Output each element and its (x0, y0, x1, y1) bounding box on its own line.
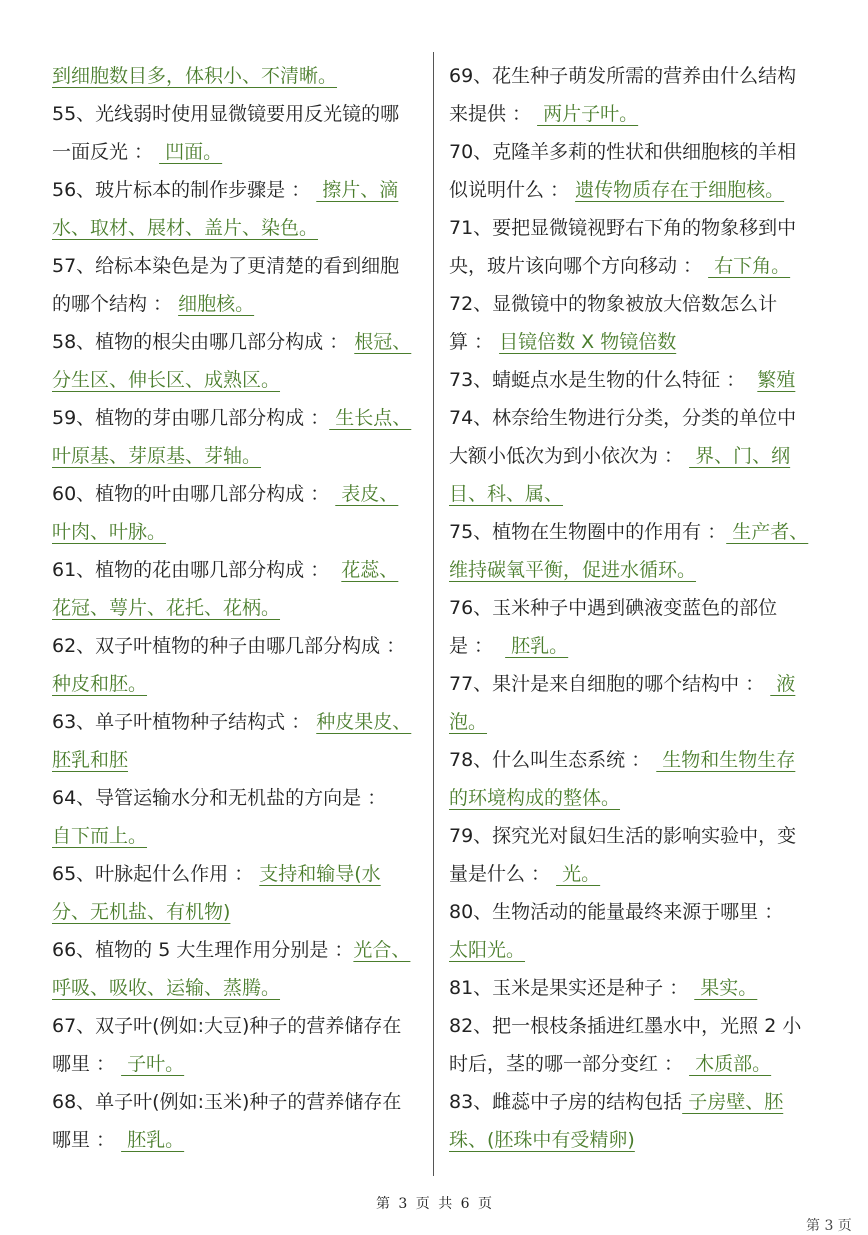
text-line (449, 627, 819, 665)
text-line (449, 703, 819, 741)
text-line (449, 931, 819, 969)
question-text: 64、导管运输水分和无机盐的方向是 ： (52, 787, 387, 809)
text-line (52, 437, 420, 475)
text-line (449, 247, 819, 285)
text-line (52, 57, 420, 95)
answer-text: 繁殖 (757, 369, 796, 391)
answer-text: 木质部。 (689, 1053, 772, 1075)
text-line (52, 399, 420, 437)
text-line (52, 817, 420, 855)
text-line (449, 285, 819, 323)
answer-text: 两片子叶。 (537, 103, 639, 125)
next-page-footer-fragment: 第 3 页 (806, 1218, 852, 1234)
right-column (449, 57, 819, 1159)
text-line (52, 209, 420, 247)
text-line (449, 399, 819, 437)
text-line (52, 323, 420, 361)
answer-text: 水、取材、展材、盖片、染色。 (52, 217, 319, 239)
answer-text: 遗传物质存在于细胞核。 (575, 179, 785, 201)
text-line (449, 437, 819, 475)
text-line (449, 171, 819, 209)
text-line (52, 589, 420, 627)
question-text: 74、林奈给生物进行分类，分类的单位中 (449, 407, 797, 429)
text-line (449, 817, 819, 855)
answer-text: 生长点、 (329, 407, 412, 429)
text-line (52, 893, 420, 931)
text-line (52, 1083, 420, 1121)
answer-text: 表皮、 (335, 483, 399, 505)
text-line (449, 513, 819, 551)
answer-text: 光合、 (353, 939, 411, 961)
question-text: 62、双子叶植物的种子由哪几部分构成 ： (52, 635, 406, 657)
page-footer: 第 3 页 共 6 页 (375, 1196, 493, 1212)
answer-text: 根冠、 (354, 331, 412, 353)
text-line (449, 361, 819, 399)
answer-text: 细胞核。 (178, 293, 255, 315)
text-line (52, 475, 420, 513)
answer-text: 胚乳和胚 (52, 749, 129, 771)
answer-text: 目镜倍数 X 物镜倍数 (499, 331, 677, 353)
left-column (52, 57, 420, 1159)
text-line (52, 741, 420, 779)
answer-text: 生产者、 (726, 521, 809, 543)
answer-text: 目、科、属、 (449, 483, 564, 505)
answer-text: 自下而上。 (52, 825, 148, 847)
question-text: 一面反光 ： (52, 141, 160, 163)
text-line (52, 969, 420, 1007)
answer-text: 胚乳。 (121, 1129, 185, 1151)
question-text: 78、什么叫生态系统 ： (449, 749, 657, 771)
question-text: 73、蜻蜓点水是生物的什么特征 ： (449, 369, 758, 391)
answer-text: 液 (770, 673, 796, 695)
text-line (52, 1045, 420, 1083)
question-text: 66、植物的 5 大生理作用分别是 ： (52, 939, 354, 961)
answer-text: 支持和输导(水 (259, 863, 381, 885)
question-text: 央，玻片该向哪个方向移动 ： (449, 255, 709, 277)
answer-text: 种皮果皮、 (316, 711, 412, 733)
text-line (449, 741, 819, 779)
answer-text: 呼吸、吸收、运输、蒸腾。 (52, 977, 281, 999)
text-line (52, 247, 420, 285)
text-line (52, 361, 420, 399)
text-line (52, 1121, 420, 1159)
answer-text: 维持碳氧平衡，促进水循环。 (449, 559, 697, 581)
question-text: 71、要把显微镜视野右下角的物象移到中 (449, 217, 797, 239)
answer-text: 分生区、伸长区、成熟区。 (52, 369, 281, 391)
answer-text: 种皮和胚。 (52, 673, 148, 695)
answer-text: 花冠、萼片、花托、花柄。 (52, 597, 281, 619)
question-text: 算 ： (449, 331, 500, 353)
column-divider (433, 52, 434, 1176)
question-text: 70、克隆羊多莉的性状和供细胞核的羊相 (449, 141, 797, 163)
text-line (52, 95, 420, 133)
answer-text: 分、无机盐、有机物) (52, 901, 231, 923)
text-line (449, 1007, 819, 1045)
text-line (449, 969, 819, 1007)
text-line (449, 893, 819, 931)
question-text: 55、光线弱时使用显微镜要用反光镜的哪 (52, 103, 400, 125)
question-text: 似说明什么 ： (449, 179, 576, 201)
text-line (52, 1007, 420, 1045)
question-text: 67、双子叶(例如:大豆)种子的营养储存在 (52, 1015, 402, 1037)
text-line (52, 779, 420, 817)
text-line (52, 627, 420, 665)
answer-text: 果实。 (694, 977, 758, 999)
text-line (449, 855, 819, 893)
answer-text: 子房壁、胚 (682, 1091, 784, 1113)
question-text: 80、生物活动的能量最终来源于哪里 ： (449, 901, 784, 923)
question-text: 大额小低次为到小依次为 ： (449, 445, 690, 467)
text-line (449, 1045, 819, 1083)
question-text: 65、叶脉起什么作用 ： (52, 863, 260, 885)
question-text: 77、果汁是来自细胞的哪个结构中 ： (449, 673, 771, 695)
answer-text: 花蕊、 (341, 559, 399, 581)
answer-text: 叶肉、叶脉。 (52, 521, 167, 543)
question-text: 是 ： (449, 635, 506, 657)
question-text: 56、玻片标本的制作步骤是 ： (52, 179, 317, 201)
question-text: 时后，茎的哪一部分变红 ： (449, 1053, 690, 1075)
answer-text: 擦片、滴 (316, 179, 399, 201)
answer-text: 太阳光。 (449, 939, 526, 961)
text-line (449, 665, 819, 703)
question-text: 72、显微镜中的物象被放大倍数怎么计 (449, 293, 778, 315)
question-text: 57、给标本染色是为了更清楚的看到细胞 (52, 255, 400, 277)
question-text: 76、玉米种子中遇到碘液变蓝色的部位 (449, 597, 778, 619)
answer-text: 右下角。 (708, 255, 791, 277)
text-line (52, 931, 420, 969)
question-text: 哪里 ： (52, 1129, 122, 1151)
text-line (52, 133, 420, 171)
question-text: 59、植物的芽由哪几部分构成 ： (52, 407, 330, 429)
text-line (52, 703, 420, 741)
question-text: 的哪个结构 ： (52, 293, 179, 315)
text-line (449, 589, 819, 627)
answer-text: 光。 (556, 863, 601, 885)
question-text: 量是什么 ： (449, 863, 557, 885)
answer-text: 凹面。 (159, 141, 223, 163)
text-line (449, 57, 819, 95)
answer-text: 珠、(胚珠中有受精卵) (449, 1129, 635, 1151)
question-text: 69、花生种子萌发所需的营养由什么结构 (449, 65, 797, 87)
question-text: 83、雌蕊中子房的结构包括 (449, 1091, 683, 1113)
answer-text: 的环境构成的整体。 (449, 787, 621, 809)
question-text: 63、单子叶植物种子结构式 ： (52, 711, 317, 733)
text-line (52, 551, 420, 589)
text-line (449, 1121, 819, 1159)
answer-text: 叶原基、芽原基、芽轴。 (52, 445, 262, 467)
text-line (449, 209, 819, 247)
answer-text: 泡。 (449, 711, 488, 733)
answer-text: 子叶。 (121, 1053, 185, 1075)
answer-text: 到细胞数目多，体积小、不清晰。 (52, 65, 338, 87)
question-text: 哪里 ： (52, 1053, 122, 1075)
text-line (52, 285, 420, 323)
question-text: 75、植物在生物圈中的作用有 ： (449, 521, 727, 543)
text-line (449, 551, 819, 589)
text-line (449, 779, 819, 817)
question-text: 82、把一根枝条插进红墨水中，光照 2 小 (449, 1015, 802, 1037)
answer-text: 生物和生物生存 (656, 749, 796, 771)
text-line (449, 95, 819, 133)
text-line (449, 475, 819, 513)
text-line (52, 513, 420, 551)
question-text: 来提供 ： (449, 103, 538, 125)
question-text: 68、单子叶(例如:玉米)种子的营养储存在 (52, 1091, 402, 1113)
text-line (449, 1083, 819, 1121)
answer-text: 胚乳。 (505, 635, 569, 657)
text-line (52, 855, 420, 893)
question-text: 79、探究光对鼠妇生活的影响实验中，变 (449, 825, 797, 847)
answer-text: 界、门、纲 (689, 445, 791, 467)
question-text: 61、植物的花由哪几部分构成 ： (52, 559, 342, 581)
text-line (52, 665, 420, 703)
text-line (449, 133, 819, 171)
text-line (449, 323, 819, 361)
question-text: 60、植物的叶由哪几部分构成 ： (52, 483, 336, 505)
text-line (52, 171, 420, 209)
question-text: 81、玉米是果实还是种子 ： (449, 977, 695, 999)
question-text: 58、植物的根尖由哪几部分构成 ： (52, 331, 355, 353)
